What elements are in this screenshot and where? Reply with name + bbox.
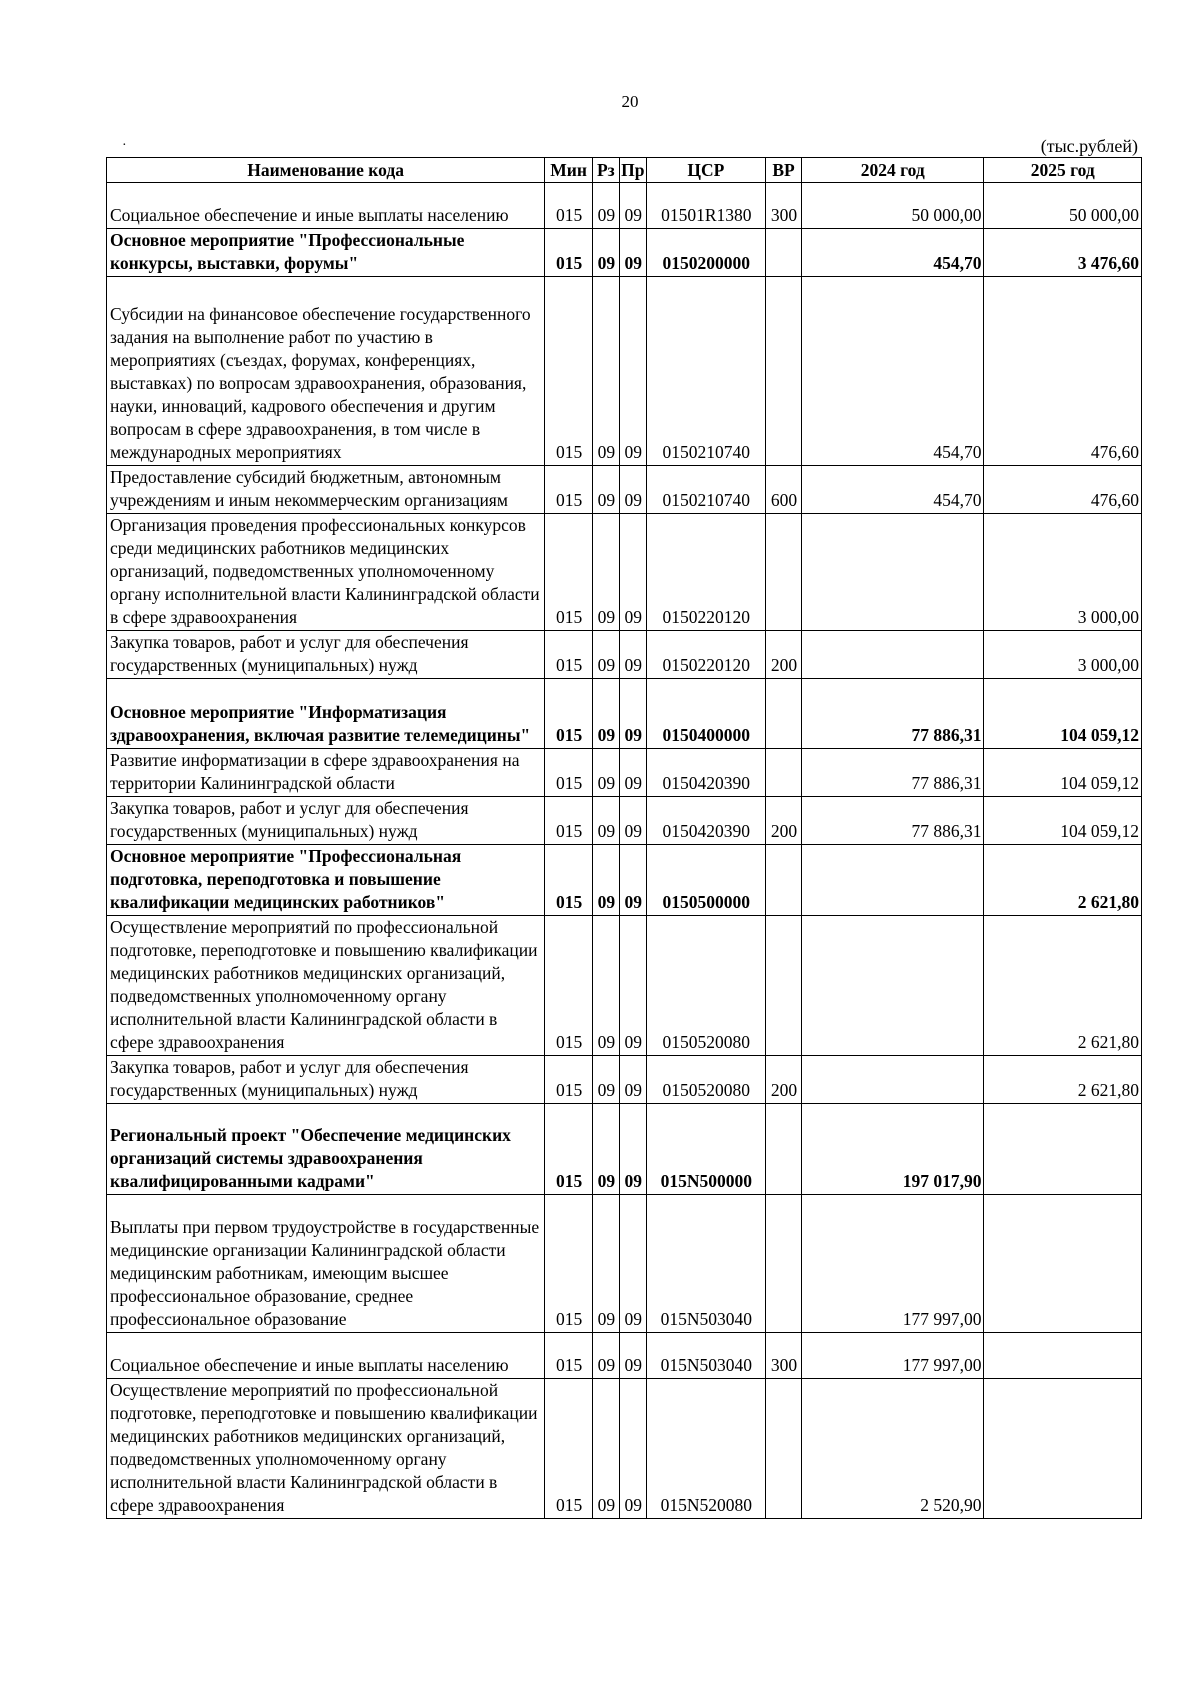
cell-csr: 015N503040: [646, 1195, 765, 1333]
cell-pr: 09: [619, 679, 646, 749]
cell-2024: 454,70: [802, 277, 984, 466]
cell-vr: [765, 916, 801, 1056]
cell-pr: 09: [619, 1379, 646, 1519]
cell-vr: 200: [765, 631, 801, 679]
cell-csr: 0150520080: [646, 916, 765, 1056]
cell-2025: [984, 1104, 1142, 1195]
cell-csr: 0150200000: [646, 229, 765, 277]
header-name: Наименование кода: [107, 158, 545, 183]
cell-name: Региональный проект "Обеспечение медицинских организаций системы здравоохранения квалифицированными кадрами": [107, 1104, 545, 1195]
cell-2024: 454,70: [802, 229, 984, 277]
cell-2025: 3 476,60: [984, 229, 1142, 277]
cell-name: Социальное обеспечение и иные выплаты населению: [107, 183, 545, 229]
cell-2024: [802, 1056, 984, 1104]
table-row: [107, 1195, 1142, 1333]
cell-min: 015: [545, 229, 593, 277]
cell-csr: 0150210740: [646, 466, 765, 514]
cell-min: 015: [545, 916, 593, 1056]
cell-min: 015: [545, 1104, 593, 1195]
cell-2024: 177 997,00: [802, 1195, 984, 1333]
header-csr: ЦСР: [646, 158, 765, 183]
cell-csr: 0150500000: [646, 845, 765, 916]
cell-2025: 2 621,80: [984, 1056, 1142, 1104]
cell-vr: [765, 1104, 801, 1195]
cell-2024: [802, 631, 984, 679]
table-row: [107, 1104, 1142, 1195]
cell-pr: 09: [619, 845, 646, 916]
cell-pr: 09: [619, 1195, 646, 1333]
cell-vr: 300: [765, 1333, 801, 1379]
header-2025: 2025 год: [984, 158, 1142, 183]
cell-vr: [765, 229, 801, 277]
cell-2025: 3 000,00: [984, 514, 1142, 631]
header-2024: 2024 год: [802, 158, 984, 183]
cell-rz: 09: [592, 1104, 619, 1195]
cell-csr: 0150520080: [646, 1056, 765, 1104]
units-label: (тыс.рублей): [1040, 136, 1138, 156]
cell-pr: 09: [619, 1056, 646, 1104]
cell-2025: [984, 1379, 1142, 1519]
cell-rz: 09: [592, 1379, 619, 1519]
cell-pr: 09: [619, 797, 646, 845]
table-row: [107, 797, 1142, 845]
cell-2025: 476,60: [984, 277, 1142, 466]
cell-rz: 09: [592, 1056, 619, 1104]
cell-name: Развитие информатизации в сфере здравоохранения на территории Калининградской области: [107, 749, 545, 797]
table-row: [107, 183, 1142, 229]
cell-name: Выплаты при первом трудоустройстве в государственные медицинские организации Калининградской области медицинским работникам, имеющим высшее профессиональное образование, среднее профессиональное образование: [107, 1195, 545, 1333]
header-min: Мин: [545, 158, 593, 183]
cell-csr: 0150220120: [646, 631, 765, 679]
cell-vr: [765, 1379, 801, 1519]
table-header-row: [107, 158, 1142, 183]
cell-csr: 0150400000: [646, 679, 765, 749]
cell-pr: 09: [619, 749, 646, 797]
cell-min: 015: [545, 631, 593, 679]
table-row: [107, 277, 1142, 466]
table-row: [107, 916, 1142, 1056]
table-row: [107, 679, 1142, 749]
cell-rz: 09: [592, 1333, 619, 1379]
cell-2024: 454,70: [802, 466, 984, 514]
cell-min: 015: [545, 845, 593, 916]
cell-pr: 09: [619, 514, 646, 631]
cell-2025: 476,60: [984, 466, 1142, 514]
cell-vr: [765, 514, 801, 631]
cell-min: 015: [545, 514, 593, 631]
cell-pr: 09: [619, 1104, 646, 1195]
cell-min: 015: [545, 749, 593, 797]
cell-name: Осуществление мероприятий по профессиональной подготовке, переподготовке и повышению квалификации медицинских работников медицинских организаций, подведомственных уполномоченному органу исполнительной власти Калининградской области в сфере здравоохранения: [107, 1379, 545, 1519]
header-pr: Пр: [619, 158, 646, 183]
cell-csr: 015N500000: [646, 1104, 765, 1195]
cell-2025: 104 059,12: [984, 797, 1142, 845]
cell-pr: 09: [619, 183, 646, 229]
cell-min: 015: [545, 183, 593, 229]
cell-vr: [765, 1195, 801, 1333]
cell-rz: 09: [592, 1195, 619, 1333]
header-vr: ВР: [765, 158, 801, 183]
cell-vr: 200: [765, 1056, 801, 1104]
cell-2024: 177 997,00: [802, 1333, 984, 1379]
cell-2025: 50 000,00: [984, 183, 1142, 229]
cell-2024: [802, 916, 984, 1056]
table-row: [107, 845, 1142, 916]
cell-2024: 50 000,00: [802, 183, 984, 229]
cell-csr: 0150220120: [646, 514, 765, 631]
cell-rz: 09: [592, 229, 619, 277]
cell-rz: 09: [592, 631, 619, 679]
table-row: [107, 631, 1142, 679]
stray-dot: ·: [122, 138, 127, 153]
cell-2025: [984, 1333, 1142, 1379]
cell-2025: 2 621,80: [984, 916, 1142, 1056]
cell-2024: 77 886,31: [802, 749, 984, 797]
cell-2025: 2 621,80: [984, 845, 1142, 916]
cell-rz: 09: [592, 514, 619, 631]
cell-pr: 09: [619, 631, 646, 679]
cell-name: Предоставление субсидий бюджетным, автономным учреждениям и иным некоммерческим организациям: [107, 466, 545, 514]
cell-vr: 300: [765, 183, 801, 229]
cell-csr: 0150420390: [646, 797, 765, 845]
cell-vr: [765, 679, 801, 749]
cell-name: Закупка товаров, работ и услуг для обеспечения государственных (муниципальных) нужд: [107, 631, 545, 679]
cell-vr: [765, 845, 801, 916]
cell-min: 015: [545, 797, 593, 845]
cell-name: Закупка товаров, работ и услуг для обеспечения государственных (муниципальных) нужд: [107, 1056, 545, 1104]
cell-rz: 09: [592, 749, 619, 797]
cell-vr: [765, 749, 801, 797]
cell-name: Основное мероприятие "Профессиональные конкурсы, выставки, форумы": [107, 229, 545, 277]
cell-name: Основное мероприятие "Информатизация здравоохранения, включая развитие телемедицины": [107, 679, 545, 749]
cell-name: Закупка товаров, работ и услуг для обеспечения государственных (муниципальных) нужд: [107, 797, 545, 845]
cell-name: Организация проведения профессиональных конкурсов среди медицинских работников медицинских организаций, подведомственных уполномоченному органу исполнительной власти Калининградской области в сфере здравоохранения: [107, 514, 545, 631]
cell-2025: 104 059,12: [984, 679, 1142, 749]
cell-name: Субсидии на финансовое обеспечение государственного задания на выполнение работ по участию в мероприятиях (съездах, форумах, конференциях, выставках) по вопросам здравоохранения, образования, науки, инноваций, кадрового обеспечения и другим вопросам в сфере здравоохранения, в том числе в международных мероприятиях: [107, 277, 545, 466]
table-row: [107, 1379, 1142, 1519]
cell-min: 015: [545, 277, 593, 466]
cell-min: 015: [545, 1195, 593, 1333]
cell-vr: [765, 277, 801, 466]
cell-rz: 09: [592, 277, 619, 466]
cell-rz: 09: [592, 679, 619, 749]
cell-min: 015: [545, 1379, 593, 1519]
table-row: [107, 1333, 1142, 1379]
cell-pr: 09: [619, 229, 646, 277]
table-row: [107, 229, 1142, 277]
cell-pr: 09: [619, 916, 646, 1056]
table-row: [107, 1056, 1142, 1104]
cell-name: Основное мероприятие "Профессиональная подготовка, переподготовка и повышение квалификации медицинских работников": [107, 845, 545, 916]
cell-vr: 600: [765, 466, 801, 514]
cell-csr: 01501R1380: [646, 183, 765, 229]
cell-rz: 09: [592, 845, 619, 916]
cell-name: Осуществление мероприятий по профессиональной подготовке, переподготовке и повышению квалификации медицинских работников медицинских организаций, подведомственных уполномоченному органу исполнительной власти Калининградской области в сфере здравоохранения: [107, 916, 545, 1056]
table-row: [107, 466, 1142, 514]
cell-2024: 197 017,90: [802, 1104, 984, 1195]
cell-rz: 09: [592, 916, 619, 1056]
cell-csr: 015N520080: [646, 1379, 765, 1519]
cell-csr: 015N503040: [646, 1333, 765, 1379]
cell-min: 015: [545, 466, 593, 514]
cell-rz: 09: [592, 466, 619, 514]
cell-pr: 09: [619, 1333, 646, 1379]
cell-2025: 3 000,00: [984, 631, 1142, 679]
table-row: [107, 749, 1142, 797]
page-number: 20: [621, 92, 639, 111]
cell-pr: 09: [619, 466, 646, 514]
cell-2024: [802, 845, 984, 916]
cell-name: Социальное обеспечение и иные выплаты населению: [107, 1333, 545, 1379]
cell-vr: 200: [765, 797, 801, 845]
header-rz: Рз: [592, 158, 619, 183]
cell-2024: [802, 514, 984, 631]
cell-rz: 09: [592, 183, 619, 229]
cell-pr: 09: [619, 277, 646, 466]
cell-csr: 0150210740: [646, 277, 765, 466]
cell-2025: [984, 1195, 1142, 1333]
cell-rz: 09: [592, 797, 619, 845]
table-row: [107, 514, 1142, 631]
cell-csr: 0150420390: [646, 749, 765, 797]
cell-min: 015: [545, 1056, 593, 1104]
cell-2024: 2 520,90: [802, 1379, 984, 1519]
cell-2025: 104 059,12: [984, 749, 1142, 797]
budget-table: [106, 157, 1142, 1519]
cell-2024: 77 886,31: [802, 679, 984, 749]
cell-2024: 77 886,31: [802, 797, 984, 845]
cell-min: 015: [545, 1333, 593, 1379]
cell-min: 015: [545, 679, 593, 749]
